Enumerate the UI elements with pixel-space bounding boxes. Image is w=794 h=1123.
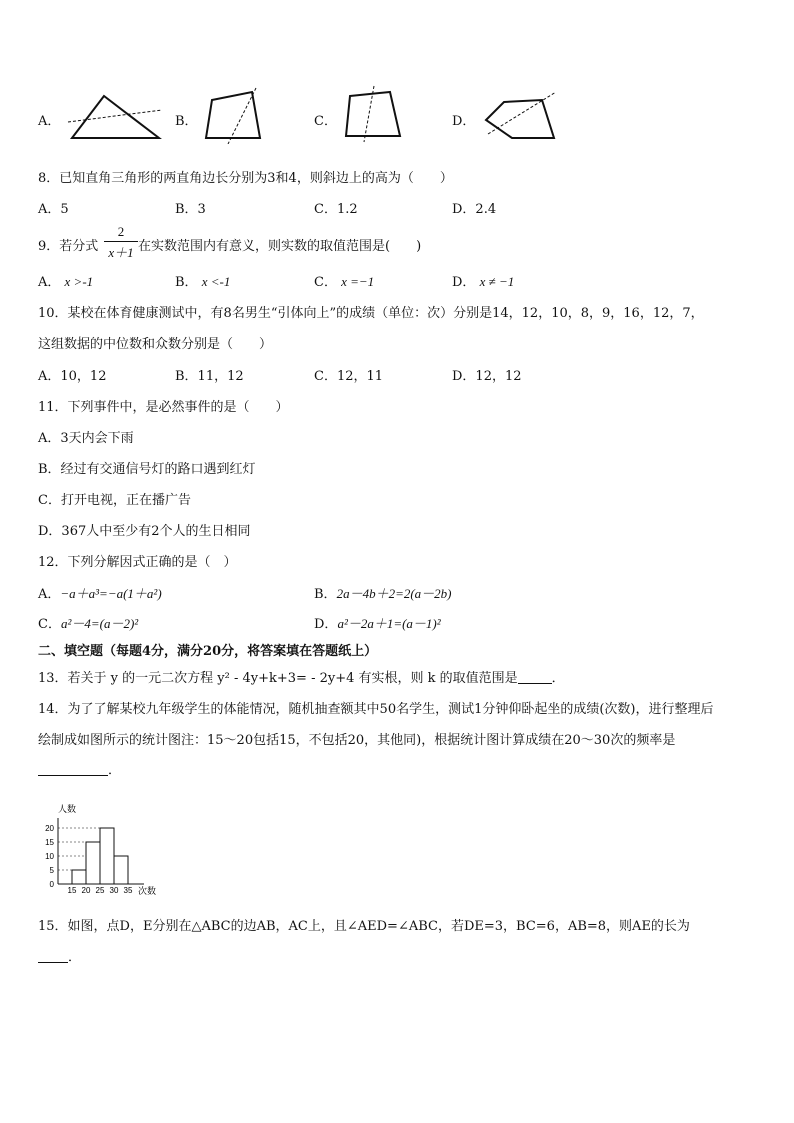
q13-stem: 13．若关于 y 的一元二次方程 y² - 4y+k+3= - 2y+4 有实根，则 k 的取值范围是 — [38, 671, 518, 686]
q8-option-c[interactable]: C．1.2 — [314, 202, 358, 217]
q15-line2 — [38, 946, 81, 965]
q12-option-a-label: A． — [38, 587, 61, 602]
q13-end: ． — [551, 671, 565, 686]
q9-option-d[interactable] — [452, 271, 514, 290]
q9-stem-pre: 9．若分式 — [38, 239, 99, 254]
section-fill-in-title: 二、填空题（每题4分，满分20分，将答案填在答题纸上） — [38, 644, 378, 659]
histogram-y-tick-label: 10 — [45, 852, 54, 861]
q13-answer-blank[interactable] — [518, 671, 552, 684]
q8-option-a[interactable]: A．5 — [38, 202, 69, 217]
q11-option-a[interactable]: A．3天内会下雨 — [38, 431, 134, 446]
q9-option-b-expr: x <-1 — [201, 274, 231, 289]
q12-option-d[interactable] — [314, 613, 441, 632]
q7-figure-a — [64, 92, 164, 142]
q7-option-a-label[interactable]: A． — [38, 114, 61, 129]
q9-fraction-numerator: 2 — [117, 224, 125, 239]
q9-option-b[interactable] — [175, 271, 230, 290]
q9-option-a[interactable] — [38, 271, 93, 290]
q12-option-b[interactable] — [314, 583, 452, 602]
q7-figure-d — [480, 88, 560, 142]
q9-fraction — [104, 224, 138, 261]
histogram-x-tick-label: 35 — [123, 886, 133, 895]
q12-option-a[interactable] — [38, 583, 162, 602]
q9-option-a-label: A． — [38, 275, 61, 290]
q9-option-b-label: B． — [175, 275, 198, 290]
q7-figure-c — [338, 84, 408, 144]
histogram-y-tick-label: 5 — [49, 866, 54, 875]
q9-option-c[interactable] — [314, 271, 374, 290]
q11-stem: 11．下列事件中，是必然事件的是（ ） — [38, 400, 289, 415]
histogram-x-tick-label: 20 — [81, 886, 91, 895]
q12-option-d-expr: a²－2a＋1=(a－1)² — [337, 616, 441, 631]
q12-option-b-label: B． — [314, 587, 337, 602]
q12-option-b-expr: 2a－4b＋2=2(a－2b) — [336, 586, 452, 601]
q9-stem-post: 在实数范围内有意义，则实数的取值范围是( ) — [138, 239, 422, 254]
q14-line1: 14．为了了解某校九年级学生的体能情况，随机抽查额其中50名学生，测试1分钟仰卧起坐的成绩(次数)，进行整理后 — [38, 702, 714, 717]
q9-option-d-expr: x ≠ −1 — [479, 274, 515, 289]
histogram-bar — [86, 842, 100, 884]
histogram-x-tick-label: 25 — [95, 886, 105, 895]
q13-text — [38, 667, 565, 686]
histogram-x-tick-label: 30 — [109, 886, 119, 895]
q12-option-c-expr: a²－4=(a－2)² — [60, 616, 139, 631]
q15-end: ． — [68, 950, 82, 965]
histogram-chart — [34, 800, 174, 900]
q10-option-b[interactable]: B．11，12 — [175, 369, 244, 384]
histogram-xlabel: 次数 — [138, 886, 157, 896]
q8-stem: 8．已知直角三角形的两直角边长分别为3和4，则斜边上的高为（ ） — [38, 171, 453, 186]
histogram-y-tick-label: 15 — [45, 838, 54, 847]
histogram-y-tick-label: 0 — [49, 880, 54, 889]
q10-option-d[interactable]: D．12，12 — [452, 369, 522, 384]
q10-line1: 10．某校在体育健康测试中，有8名男生“引体向上”的成绩（单位：次）分别是14，12，10，8，9，16，12，7， — [38, 306, 704, 321]
q15-answer-blank[interactable] — [38, 950, 68, 963]
histogram-bar — [72, 870, 86, 884]
q14-end: ． — [108, 763, 122, 778]
histogram-ylabel: 人数 — [58, 804, 77, 814]
q7-option-d-label[interactable]: D． — [452, 114, 476, 129]
q8-option-d[interactable]: D．2.4 — [452, 202, 497, 217]
q12-stem: 12．下列分解因式正确的是（ ） — [38, 555, 237, 570]
q10-option-c[interactable]: C．12，11 — [314, 369, 384, 384]
histogram-bar — [100, 828, 114, 884]
q9-option-a-expr: x >-1 — [64, 274, 94, 289]
q14-line3 — [38, 759, 121, 778]
q7-option-c-label[interactable]: C． — [314, 114, 337, 129]
q9-option-c-expr: x =−1 — [341, 274, 375, 289]
q9-fraction-denominator: x＋1 — [104, 241, 138, 261]
q10-line2: 这组数据的中位数和众数分别是（ ） — [38, 337, 273, 352]
q12-option-a-expr: −a＋a³=−a(1＋a²) — [60, 586, 162, 601]
q15-line1: 15．如图，点D，E分别在△ABC的边AB，AC上，且∠AED=∠ABC，若DE=3，BC=6，AB=8，则AE的长为 — [38, 919, 690, 934]
q7-option-b-label[interactable]: B． — [175, 114, 198, 129]
q11-option-c[interactable]: C．打开电视，正在播广告 — [38, 493, 191, 508]
q12-option-c[interactable] — [38, 613, 138, 632]
q12-option-d-label: D． — [314, 617, 338, 632]
histogram-bar — [114, 856, 128, 884]
q12-option-c-label: C． — [38, 617, 61, 632]
q11-option-b[interactable]: B．经过有交通信号灯的路口遇到红灯 — [38, 462, 256, 477]
q10-option-a[interactable]: A．10，12 — [38, 369, 107, 384]
histogram-x-tick-label: 15 — [67, 886, 77, 895]
q7-figure-b — [200, 86, 270, 144]
q8-option-b[interactable]: B．3 — [175, 202, 206, 217]
q14-line2: 绘制成如图所示的统计图注：15～20包括15，不包括20，其他同)，根据统计图计算成绩在20～30次的频率是 — [38, 733, 676, 748]
q9-option-d-label: D． — [452, 275, 476, 290]
q9-option-c-label: C． — [314, 275, 337, 290]
q11-option-d[interactable]: D．367人中至少有2个人的生日相同 — [38, 524, 251, 539]
q14-answer-blank[interactable] — [38, 763, 108, 776]
histogram-y-tick-label: 20 — [45, 824, 54, 833]
